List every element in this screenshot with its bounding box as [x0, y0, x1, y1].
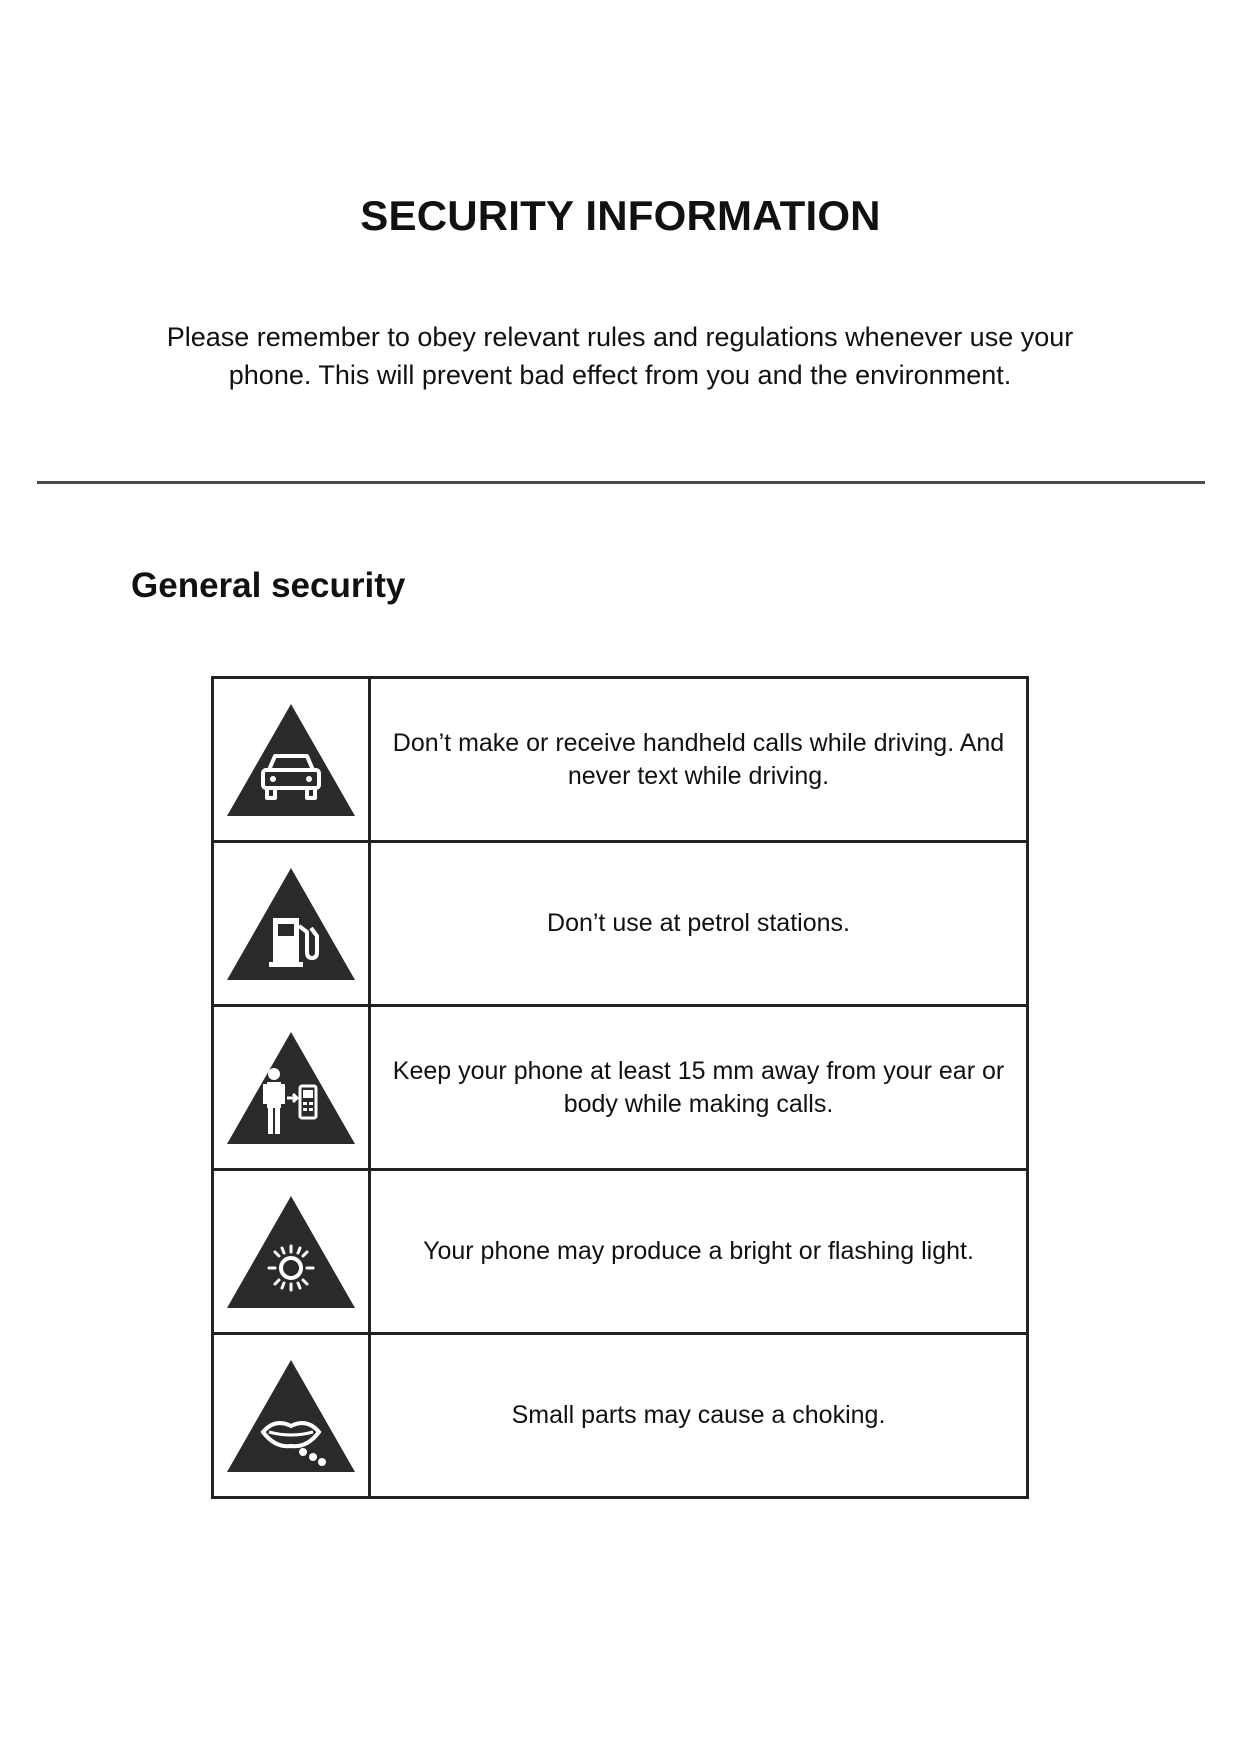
rule-text: Don’t make or receive handheld calls while driving. And never text while driving.	[370, 678, 1028, 842]
rule-text: Your phone may produce a bright or flashing light.	[370, 1170, 1028, 1334]
choking-hazard-warning-icon	[223, 1356, 359, 1476]
security-rules-table	[211, 676, 1029, 1499]
table-row	[213, 1334, 1028, 1498]
rule-text: Small parts may cause a choking.	[370, 1334, 1028, 1498]
table-row	[213, 1006, 1028, 1170]
table-row	[213, 842, 1028, 1006]
car-warning-icon	[223, 700, 359, 820]
flashing-light-warning-icon	[223, 1192, 359, 1312]
divider	[37, 481, 1205, 484]
table-row	[213, 1170, 1028, 1334]
page-title: SECURITY INFORMATION	[360, 192, 881, 239]
fuel-pump-warning-icon	[223, 864, 359, 984]
table-row	[213, 678, 1028, 842]
rule-text: Keep your phone at least 15 mm away from your ear or body while making calls.	[370, 1006, 1028, 1170]
section-title: General security	[131, 566, 406, 605]
intro-paragraph: Please remember to obey relevant rules and regulations whenever use your phone. This will prevent bad effect from you and the environment.	[166, 322, 1074, 390]
body-distance-warning-icon	[223, 1028, 359, 1148]
rule-text: Don’t use at petrol stations.	[370, 842, 1028, 1006]
